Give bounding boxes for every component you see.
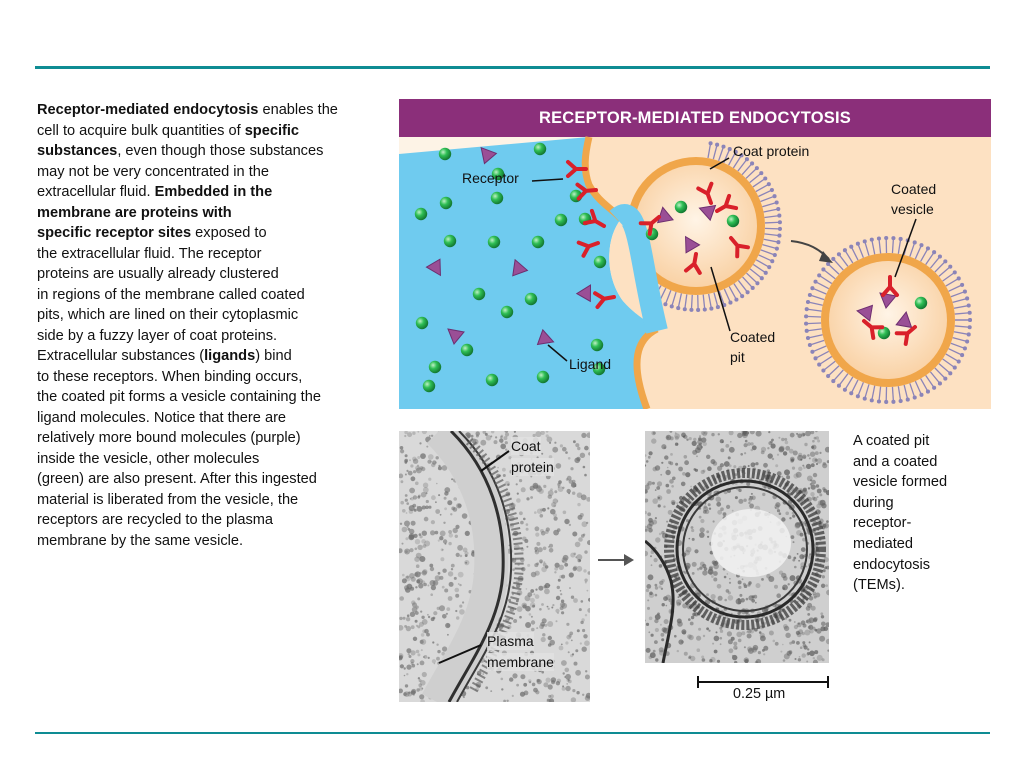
green-molecule	[461, 344, 473, 356]
description-segment: exposed to	[191, 225, 267, 241]
description-line	[37, 490, 393, 511]
description-segment: the extracellular fluid. The receptor	[37, 245, 262, 262]
green-molecule	[727, 215, 739, 227]
description-segment: to these receptors. When binding occurs,	[37, 368, 303, 385]
diagram-illustration	[399, 99, 991, 409]
bottom-rule	[35, 732, 990, 734]
description-segment: pits, which are lined on their cytoplasmic	[37, 307, 299, 323]
caption-line: and a coated	[853, 453, 938, 470]
description-line	[37, 326, 393, 347]
green-molecule	[423, 380, 435, 392]
green-molecule	[537, 371, 549, 383]
description-segment: Extracellular substances (	[37, 348, 205, 364]
green-molecule	[416, 317, 428, 329]
description-line	[37, 162, 393, 183]
description-segment: (green) are also present. After this ingested	[37, 471, 317, 487]
green-molecule	[591, 339, 603, 351]
tem-label-coat-line1: Coat	[511, 438, 541, 454]
label-ligand: Ligand	[569, 356, 612, 372]
description-emphasis: Receptor-mediated endocytosis	[37, 102, 259, 118]
label-coated-pit-line2: pit	[730, 349, 745, 365]
description-emphasis: specific receptor sites	[37, 225, 192, 241]
description-line	[37, 367, 393, 388]
green-molecule	[486, 374, 498, 386]
tem-label-plasma-line2: membrane	[487, 654, 554, 670]
description-line	[37, 428, 393, 449]
description-text	[37, 100, 393, 551]
description-segment: ligand molecules. Notice that there are	[37, 409, 287, 426]
description-emphasis: substances	[37, 143, 118, 159]
green-molecule	[555, 214, 567, 226]
description-line	[37, 203, 393, 224]
description-line	[37, 346, 393, 367]
label-coated-vesicle-line2: vesicle	[891, 201, 934, 217]
green-molecule	[501, 306, 513, 318]
description-segment: in regions of the membrane called coated	[37, 286, 305, 303]
top-rule	[35, 66, 990, 69]
description-segment: extracellular fluid.	[37, 184, 155, 200]
description-line	[37, 469, 393, 490]
description-segment: inside the vesicle, other molecules	[37, 450, 260, 467]
green-molecule	[429, 361, 441, 373]
green-molecule	[415, 208, 427, 220]
description-segment: membrane by the same vesicle.	[37, 532, 244, 549]
description-emphasis: ligands	[204, 348, 256, 364]
caption-line: endocytosis	[853, 556, 931, 573]
green-molecule	[440, 197, 452, 209]
description-segment: relatively more bound molecules (purple)	[37, 430, 301, 446]
caption-line: vesicle formed	[853, 474, 948, 491]
scale-bar-label: 0.25 µm	[733, 686, 786, 702]
description-line	[37, 531, 393, 552]
description-line	[37, 100, 393, 121]
caption-line: receptor-	[853, 515, 912, 532]
description-line	[37, 141, 393, 162]
description-segment: , even though those substances	[117, 143, 324, 159]
tem-label-coat-line2: protein	[511, 459, 554, 475]
description-emphasis: Embedded in the	[154, 184, 273, 200]
green-molecule	[915, 297, 927, 309]
description-line	[37, 408, 393, 429]
description-segment: ) bind	[255, 348, 292, 364]
caption-line: (TEMs).	[853, 577, 905, 594]
diagram-title: RECEPTOR-MEDIATED ENDOCYTOSIS	[538, 108, 851, 127]
tem-caption	[853, 431, 983, 596]
tem-arrow-icon	[596, 552, 636, 568]
green-molecule	[491, 192, 503, 204]
tem-coated-pit	[399, 431, 590, 702]
description-line	[37, 510, 393, 531]
description-line	[37, 285, 393, 306]
description-line	[37, 121, 393, 142]
green-molecule	[444, 235, 456, 247]
description-segment: side by a fuzzy layer of coat proteins.	[37, 327, 278, 344]
label-coated-pit-line1: Coated	[730, 329, 776, 345]
caption-line: during	[853, 494, 894, 511]
description-line	[37, 244, 393, 265]
description-line	[37, 305, 393, 326]
green-molecule	[473, 288, 485, 300]
caption-line: A coated pit	[853, 433, 930, 449]
description-line	[37, 449, 393, 470]
description-segment: receptors are recycled to the plasma	[37, 512, 274, 528]
description-emphasis: specific	[244, 122, 300, 139]
label-receptor: Receptor	[462, 170, 519, 186]
tem-label-plasma-line1: Plasma	[487, 633, 534, 649]
green-molecule	[532, 236, 544, 248]
green-molecule	[525, 293, 537, 305]
endocytosis-diagram	[399, 99, 991, 409]
description-emphasis: membrane are proteins with	[37, 204, 232, 221]
description-line	[37, 387, 393, 408]
green-molecule	[439, 148, 451, 160]
description-segment: enables the	[258, 102, 338, 118]
description-segment: the coated pit forms a vesicle containing the	[37, 389, 321, 405]
description-segment: material is liberated from the vesicle, the	[37, 491, 299, 508]
description-segment: proteins are usually already clustered	[37, 266, 279, 282]
tem-coated-vesicle-image	[645, 431, 829, 663]
label-coated-vesicle-line1: Coated	[891, 181, 937, 197]
caption-line: mediated	[853, 535, 914, 552]
description-line	[37, 223, 393, 244]
green-molecule	[488, 236, 500, 248]
tem-coated-vesicle	[645, 431, 829, 663]
green-molecule	[534, 143, 546, 155]
label-coat-protein: Coat protein	[733, 143, 810, 159]
green-molecule	[594, 256, 606, 268]
description-line	[37, 182, 393, 203]
green-molecule	[675, 201, 687, 213]
description-line	[37, 264, 393, 285]
description-segment: cell to acquire bulk quantities of	[37, 122, 245, 139]
description-segment: may not be very concentrated in the	[37, 163, 270, 180]
